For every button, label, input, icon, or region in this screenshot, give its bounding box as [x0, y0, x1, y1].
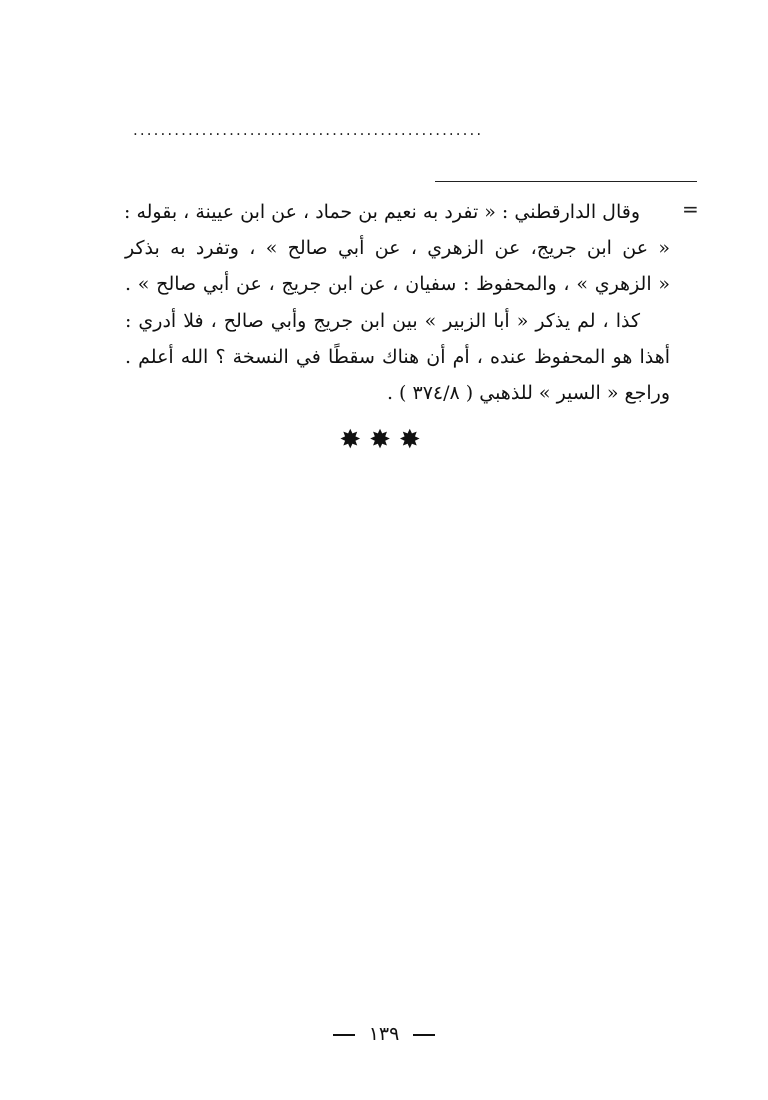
footnote-text-block	[125, 194, 670, 411]
footnote-line: وراجع « السير » للذهبي ( ٣٧٤/٨ ) .	[386, 381, 670, 404]
footnote-line: كذا ، لم يذكر « أبا الزبير » بين ابن جريج وأبي صالح ، فلا أدري :	[125, 309, 640, 332]
footnote-line: « الزهري » ، والمحفوظ : سفيان ، عن ابن جريج ، عن أبي صالح » .	[125, 273, 670, 296]
page-number-footer	[0, 1020, 768, 1048]
page-number-dash-left	[333, 1034, 355, 1036]
footnote-line: أهذا هو المحفوظ عنده ، أم أن هناك سقطًا في النسخة ؟ الله أعلم .	[125, 345, 670, 368]
section-separator-stars: ✸✸✸	[339, 425, 429, 455]
footnote-line: « عن ابن جريج، عن الزهري ، عن أبي صالح » ، وتفرد به بذكر	[125, 237, 670, 260]
page-number-dash-right	[413, 1034, 435, 1036]
footnote-separator-line	[435, 181, 697, 182]
page-number: ١٣٩	[368, 1023, 400, 1045]
footnote-line: وقال الدارقطني : « تفرد به نعيم بن حماد ، عن ابن عيينة ، بقوله :	[124, 201, 640, 223]
header-dotted-rule: ...................................................	[133, 121, 484, 139]
footnote-continuation-mark: =	[682, 197, 699, 221]
